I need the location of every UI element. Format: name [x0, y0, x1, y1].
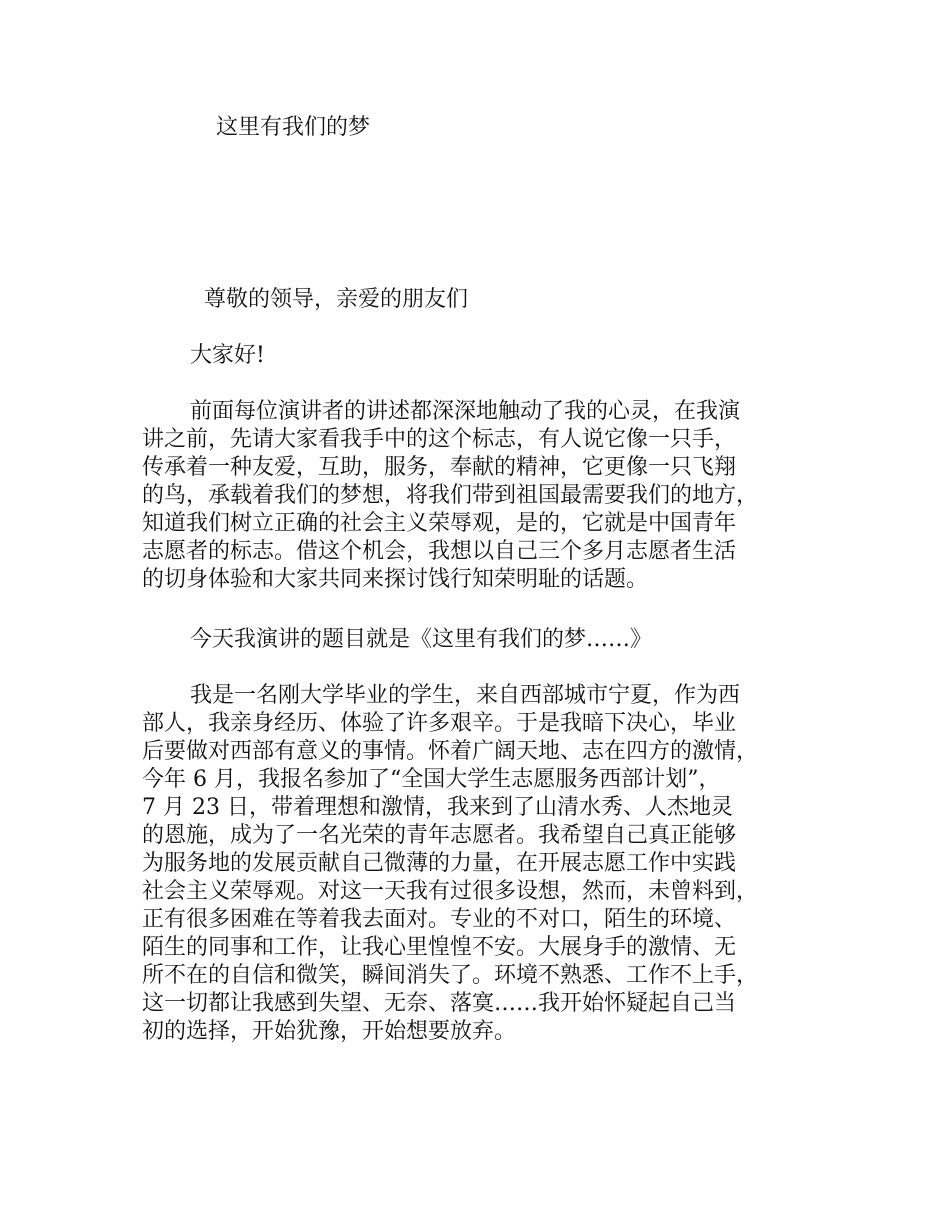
- paragraph-1-line: 传承着一种友爱，互助，服务，奉献的精神，它更像一只飞翔: [142, 455, 737, 480]
- paragraph-2-line: 的恩施，成为了一名光荣的青年志愿者。我希望自己真正能够: [142, 823, 737, 848]
- paragraph-2-line: 所不在的自信和微笑，瞬间消失了。环境不熟悉、工作不上手，: [142, 963, 759, 988]
- paragraph-1: [142, 398, 832, 594]
- paragraph-2-line: 部人，我亲身经历、体验了许多艰辛。于是我暗下决心，毕业: [142, 711, 737, 736]
- paragraph-2-line: 正有很多困难在等着我去面对。专业的不对口，陌生的环境、: [142, 907, 737, 932]
- paragraph-2-line: 后要做对西部有意义的事情。怀着广阔天地、志在四方的激情，: [142, 739, 759, 764]
- greeting: [142, 342, 832, 370]
- paragraph-2-line: 初的选择，开始犹豫，开始想要放弃。: [142, 1019, 517, 1044]
- paragraph-2-line: 社会主义荣辱观。对这一天我有过很多设想，然而，未曾料到，: [142, 879, 759, 904]
- paragraph-1-line: 志愿者的标志。借这个机会，我想以自己三个多月志愿者生活: [142, 539, 737, 564]
- paragraph-2-line: 陌生的同事和工作，让我心里惶惶不安。大展身手的激情、无: [142, 935, 737, 960]
- paragraph-1-line: 前面每位演讲者的讲述都深深地触动了我的心灵，在我演: [190, 399, 741, 424]
- greeting-line: 大家好!: [190, 343, 265, 368]
- document-title: 这里有我们的梦: [216, 115, 371, 140]
- paragraph-2-line: 今年 6 月，我报名参加了“全国大学生志愿服务西部计划”，: [142, 767, 721, 792]
- paragraph-1-line: 知道我们树立正确的社会主义荣辱观，是的，它就是中国青年: [142, 511, 737, 536]
- paragraph-1-line: 的切身体验和大家共同来探讨饯行知荣明耻的话题。: [142, 567, 649, 592]
- speech-title-paragraph: [142, 626, 832, 654]
- paragraph-2-line: 我是一名刚大学毕业的学生，来自西部城市宁夏，作为西: [190, 683, 741, 708]
- paragraph-2-line: 这一切都让我感到失望、无奈、落寞……我开始怀疑起自己当: [142, 991, 737, 1016]
- paragraph-2-line: 为服务地的发展贡献自己微薄的力量，在开展志愿工作中实践: [142, 851, 737, 876]
- speech-title-line: 今天我演讲的题目就是《这里有我们的梦……》: [190, 627, 653, 652]
- paragraph-1-line: 讲之前，先请大家看我手中的这个标志，有人说它像一只手，: [142, 427, 737, 452]
- paragraph-1-line: 的鸟，承载着我们的梦想，将我们带到祖国最需要我们的地方，: [142, 483, 759, 508]
- paragraph-2: [142, 682, 832, 1046]
- paragraph-2-line: 7 月 23 日，带着理想和激情，我来到了山清水秀、人杰地灵: [142, 795, 733, 820]
- salutation: 尊敬的领导，亲爱的朋友们: [204, 287, 469, 312]
